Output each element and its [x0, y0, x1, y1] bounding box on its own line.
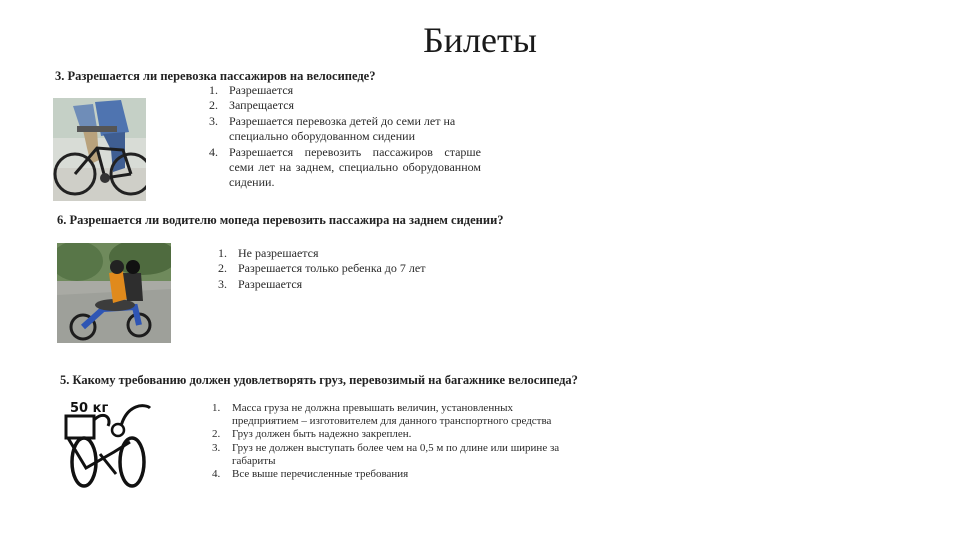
- answer-item: 3. Груз не должен выступать более чем на 0,5 м по длине или ширине за габариты: [212, 441, 560, 467]
- bicycle-passenger-photo: [53, 98, 146, 201]
- answer-list: [212, 402, 577, 481]
- page-title: Билеты: [423, 20, 537, 60]
- answer-item: 1. Разрешается: [209, 83, 294, 97]
- question-text: 3. Разрешается ли перевозка пассажиров на велосипеде?: [55, 69, 376, 83]
- question-text: 5. Какому требованию должен удовлетворять груз, перевозимый на багажнике велосипеда?: [60, 373, 578, 387]
- answer-item: 2. Груз должен быть надежно закреплен.: [212, 428, 412, 441]
- answer-list: [218, 246, 478, 292]
- answer-item: 2. Запрещается: [209, 98, 295, 113]
- bicycle-cargo-drawing: [60, 396, 156, 492]
- question-text: 6. Разрешается ли водителю мопеда перевозить пассажира на заднем сидении?: [57, 213, 504, 227]
- answer-item: 3. Разрешается перевозка детей до семи лет на специально оборудованном сидении: [209, 113, 456, 144]
- answer-list: [209, 83, 481, 191]
- answer-item: 4. Все выше перечисленные требования: [212, 468, 409, 481]
- answer-item: 4. Разрешается перевозить пассажиров старше семи лет на заднем, специально оборудованном сидении.: [209, 144, 481, 190]
- answer-item: 1. Не разрешается: [218, 246, 319, 260]
- cargo-weight-label: 50 кг: [70, 401, 109, 416]
- moped-passenger-photo: [57, 243, 171, 343]
- answer-item: 2. Разрешается только ребенка до 7 лет: [218, 261, 426, 276]
- answer-item: 1. Масса груза не должна превышать величин, установленных предприятием – изготовителем для данного транспортного средства: [212, 402, 552, 428]
- answer-item: 3. Разрешается: [218, 276, 303, 291]
